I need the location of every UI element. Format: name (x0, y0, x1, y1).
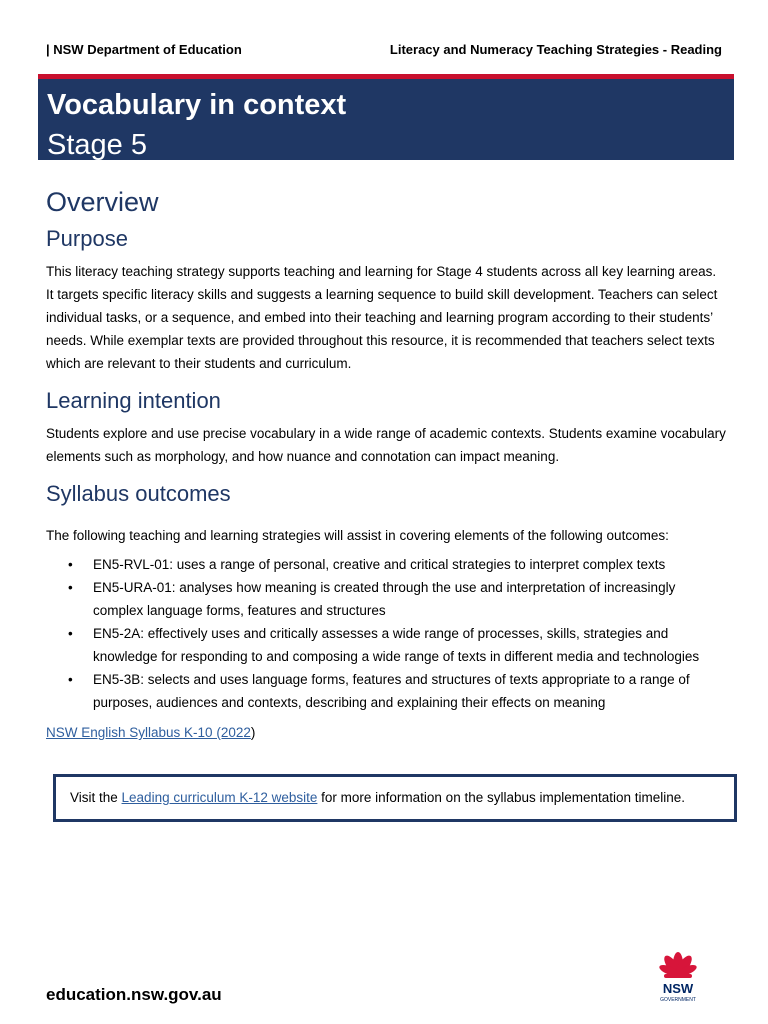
overview-heading: Overview (46, 187, 159, 217)
header-document-title: Literacy and Numeracy Teaching Strategies - Reading (389, 42, 722, 57)
outcomes-list (46, 553, 726, 714)
outcome-item (68, 622, 726, 668)
bullet: • (68, 672, 73, 687)
outcome-item (68, 576, 726, 622)
document-title: Vocabulary in context (47, 89, 347, 121)
bullet: • (68, 580, 73, 595)
outcome-text: EN5-3B: selects and uses language forms, features and structures of texts appropriate to a range of purposes, audiences and contexts, describing and explaining their effects on meaning (93, 672, 690, 710)
learning-intention-heading: Learning intention (46, 388, 221, 413)
logo-subtext: GOVERNMENT (660, 997, 696, 1003)
bullet: • (68, 557, 73, 572)
nsw-government-logo (648, 948, 708, 1008)
purpose-paragraph: This literacy teaching strategy supports teaching and learning for Stage 4 students across all key learning areas. It targets specific literacy skills and suggests a learning sequence to build skill development. Teachers can select individual tasks, or a sequence, and embed into their teaching and learning program according to their students’ needs. While exemplar texts are provided throughout this resource, it is recommended that teachers select texts which are relevant to their students and curriculum. (46, 264, 718, 371)
bullet: • (68, 626, 73, 641)
main-content (46, 184, 726, 744)
document-subtitle: Stage 5 (47, 129, 147, 161)
syllabus-link[interactable]: NSW English Syllabus K-10 (2022 (46, 725, 251, 740)
footer-website: education.nsw.gov.au (46, 985, 222, 1004)
page-header (46, 42, 722, 57)
outcome-text: EN5-URA-01: analyses how meaning is created through the use and interpretation of increasingly complex language forms, features and structures (93, 580, 676, 618)
syllabus-outcomes-heading: Syllabus outcomes (46, 481, 231, 506)
purpose-heading: Purpose (46, 226, 128, 251)
outcome-text: EN5-RVL-01: uses a range of personal, creative and critical strategies to interpret complex texts (93, 557, 666, 572)
syllabus-reference (46, 721, 726, 744)
title-banner (38, 74, 734, 160)
callout-suffix: for more information on the syllabus implementation timeline. (317, 790, 686, 805)
leading-curriculum-link[interactable]: Leading curriculum K-12 website (121, 790, 318, 805)
learning-intention-paragraph: Students explore and use precise vocabulary in a wide range of academic contexts. Students examine vocabulary elements such as morphology, and how nuance and connotation can impact meaning. (46, 426, 726, 464)
logo-text: NSW (662, 981, 694, 996)
syllabus-outcomes-intro: The following teaching and learning strategies will assist in covering elements of the following outcomes: (46, 528, 669, 543)
outcome-item (68, 668, 726, 714)
callout-box (53, 774, 737, 822)
callout-prefix: Visit the (70, 790, 122, 805)
syllabus-link-suffix: ) (250, 725, 256, 740)
header-department: | NSW Department of Education (46, 42, 242, 57)
outcome-text: EN5-2A: effectively uses and critically assesses a wide range of processes, skills, strategies and knowledge for responding to and composing a wide range of texts in different media and technologies (93, 626, 700, 664)
outcome-item (68, 553, 726, 576)
